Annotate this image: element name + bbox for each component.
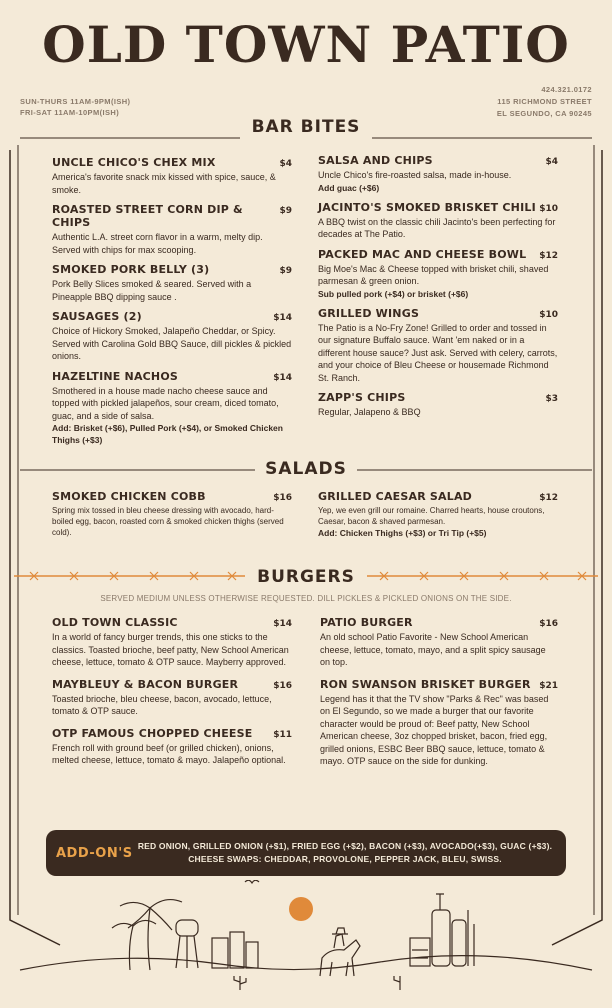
salads-left-column — [52, 490, 292, 545]
item-description: The Patio is a No-Fry Zone! Grilled to order and tossed in our signature Buffalo sauce. Want 'em naked or in a different house sauce? Just ask. Served with celery, carrots, and your choice of Bleu Cheese or housemade Richmond St. Ranch. — [318, 322, 558, 383]
item-description: French roll with ground beef (or grilled chicken), onions, melted cheese, lettuce, tomato & mayo. Jalapeño optional. — [52, 742, 286, 765]
menu-item — [318, 391, 558, 419]
item-price: $10 — [539, 309, 558, 320]
item-price: $11 — [273, 729, 292, 740]
menu-item — [318, 490, 558, 539]
item-price: $4 — [545, 157, 558, 167]
item-name: OTP FAMOUS CHOPPED CHEESE — [52, 726, 253, 740]
burgers-right-column — [320, 616, 558, 775]
item-description: Regular, Jalapeno & BBQ — [318, 407, 421, 417]
phone[interactable]: 424.321.0172 — [541, 85, 592, 94]
item-price: $12 — [539, 493, 558, 503]
item-price: $9 — [279, 206, 292, 216]
item-description: An old school Patio Favorite - New School American cheese, lettuce, tomato, mayo, and a split spicy sausage on top. — [320, 632, 546, 667]
menu-item — [318, 154, 558, 194]
menu-item — [52, 678, 292, 718]
addons-line-2: CHEESE SWAPS: CHEDDAR, PROVOLONE, PEPPER JACK, BLEU, SWISS. — [188, 854, 502, 864]
burgers-note: SERVED MEDIUM UNLESS OTHERWISE REQUESTED. DILL PICKLES & PICKLED ONIONS ON THE SIDE. — [100, 594, 512, 603]
item-addon-note: Sub pulled pork (+$4) or brisket (+$6) — [318, 288, 469, 299]
item-name: JACINTO'S SMOKED BRISKET CHILI — [318, 200, 536, 214]
item-description: Choice of Hickory Smoked, Jalapeño Cheddar, or Spicy. Served with Carolina Gold BBQ Sauce, dill pickles & pickled onions. — [52, 326, 292, 361]
item-name: HAZELTINE NACHOS — [52, 369, 179, 383]
menu-item — [318, 201, 558, 241]
item-price: $12 — [539, 250, 558, 261]
item-description: Pork Belly Slices smoked & seared. Served with a Pineapple BBQ dipping sauce . — [52, 279, 252, 302]
item-addon-note: Add guac (+$6) — [318, 182, 380, 193]
item-description: Legend has it that the TV show "Parks & Rec" was based on El Segundo, so we made a burger that our favorite character would be proud of: Beef patty, New School American cheese, 3oz chopped brisket, bacon, fried egg, grilled onions, ESBC Beer BBQ sauce, lettuce, tomato & mayo. OTP sauce on the side for dunking. — [320, 693, 549, 766]
item-name: SALSA AND CHIPS — [318, 154, 433, 167]
item-price: $16 — [539, 619, 558, 629]
item-name: OLD TOWN CLASSIC — [52, 616, 178, 629]
cactus-icon — [234, 976, 246, 990]
refinery-tank-icon — [432, 910, 450, 966]
item-description: Toasted brioche, bleu cheese, bacon, avocado, lettuce, tomato & OTP sauce. — [52, 693, 272, 716]
menu-item — [52, 490, 292, 538]
menu-item — [320, 616, 558, 669]
brand-logo: OLD TOWN PATIO — [42, 15, 570, 74]
menu-item — [318, 248, 558, 300]
menu-item — [52, 727, 292, 767]
item-description: Smothered in a house made nacho cheese sauce and topped with pickled jalapeños, sour cream, diced tomato, guac, and a side of salsa. — [52, 385, 279, 421]
cowboy-rider-icon — [320, 940, 360, 976]
item-description: Authentic L.A. street corn flavor in a warm, melty dip. Served with chips for max scooping. — [52, 232, 263, 255]
hours-weekend: FRI-SAT 11AM-10PM(ISH) — [20, 108, 120, 117]
item-name: SMOKED PORK BELLY (3) — [52, 263, 210, 276]
item-price: $21 — [539, 680, 558, 691]
item-price: $14 — [273, 619, 292, 629]
menu-item — [52, 156, 292, 196]
item-name: ZAPP'S CHIPS — [318, 391, 406, 404]
item-description: Big Moe's Mac & Cheese topped with brisket chili, shaved parmesan & green onion. — [318, 263, 549, 286]
menu-item — [52, 263, 292, 303]
item-description: A BBQ twist on the classic chili Jacinto's been perfecting for decades at The Patio. — [318, 216, 556, 239]
bar-bites-left-column — [52, 156, 292, 453]
item-name: ROASTED STREET CORN DIP & CHIPS — [52, 203, 243, 229]
addons-line-1: RED ONION, GRILLED ONION (+$1), FRIED EGG (+$2), BACON (+$3), AVOCADO(+$3), GUAC (+$3). — [137, 841, 553, 851]
section-title-salads: SALADS — [265, 459, 347, 479]
item-price: $10 — [539, 203, 558, 214]
item-price: $14 — [273, 372, 292, 383]
palm-tree-icon — [148, 908, 150, 970]
item-name: SMOKED CHICKEN COBB — [52, 490, 206, 503]
item-price: $16 — [273, 493, 292, 503]
item-description: America's favorite snack mix kissed with spice, sauce, & smoke. — [52, 172, 276, 195]
item-price: $14 — [273, 313, 292, 323]
item-addon-note: Add: Brisket (+$6), Pulled Pork (+$4), or Smoked Chicken Thighs (+$3) — [52, 423, 283, 445]
addons-label: ADD-ON'S — [56, 845, 133, 861]
salads-right-column — [318, 490, 558, 546]
city: EL SEGUNDO, CA 90245 — [496, 109, 592, 118]
sun-icon — [289, 897, 313, 921]
item-name: PATIO BURGER — [320, 616, 413, 629]
item-name: SAUSAGES (2) — [52, 310, 142, 323]
item-description: Spring mix tossed in bleu cheese dressing with avocado, hard-boiled egg, bacon, roasted corn & smoked chicken thighs (served cold). — [52, 506, 284, 537]
item-description: In a world of fancy burger trends, this one sticks to the classics. Toasted brioche, beef patty, New School American cheese, lettuce, tomato & OTP sauce. Mayberry approved. — [52, 632, 289, 667]
menu-item — [318, 307, 558, 385]
burgers-left-column — [52, 616, 292, 774]
item-name: GRILLED CAESAR SALAD — [318, 490, 473, 503]
street: 115 RICHMOND STREET — [497, 97, 592, 106]
addons-banner — [46, 830, 566, 876]
hours-weekday: SUN-THURS 11AM-9PM(ISH) — [20, 97, 131, 106]
item-price: $4 — [279, 159, 292, 169]
menu-item — [52, 370, 292, 447]
desert-scene-illustration — [0, 880, 612, 1008]
water-tower-icon — [176, 920, 198, 936]
item-price: $16 — [273, 680, 292, 691]
item-description: Uncle Chico's fire-roasted salsa, made in-house. — [318, 170, 512, 180]
item-name: UNCLE CHICO'S CHEX MIX — [52, 156, 216, 169]
menu-item — [52, 616, 292, 669]
item-description: Yep, we even grill our romaine. Charred hearts, house croutons, Caesar, bacon & shaved parmesan. — [318, 506, 545, 526]
item-addon-note: Add: Chicken Thighs (+$3) or Tri Tip (+$5) — [318, 528, 487, 538]
bar-bites-right-column — [318, 154, 558, 426]
menu-item — [320, 678, 558, 768]
section-title-burgers: BURGERS — [257, 567, 355, 587]
item-name: GRILLED WINGS — [318, 306, 420, 320]
menu-item — [52, 310, 292, 363]
item-name: RON SWANSON BRISKET BURGER — [320, 677, 531, 691]
section-title-bar-bites: BAR BITES — [251, 117, 361, 137]
addons-list — [134, 840, 566, 866]
item-price: $9 — [279, 266, 292, 276]
menu-item — [52, 203, 292, 256]
item-name: PACKED MAC AND CHEESE BOWL — [318, 247, 527, 261]
item-price: $3 — [545, 394, 558, 404]
item-name: MAYBLEUY & BACON BURGER — [52, 677, 239, 691]
